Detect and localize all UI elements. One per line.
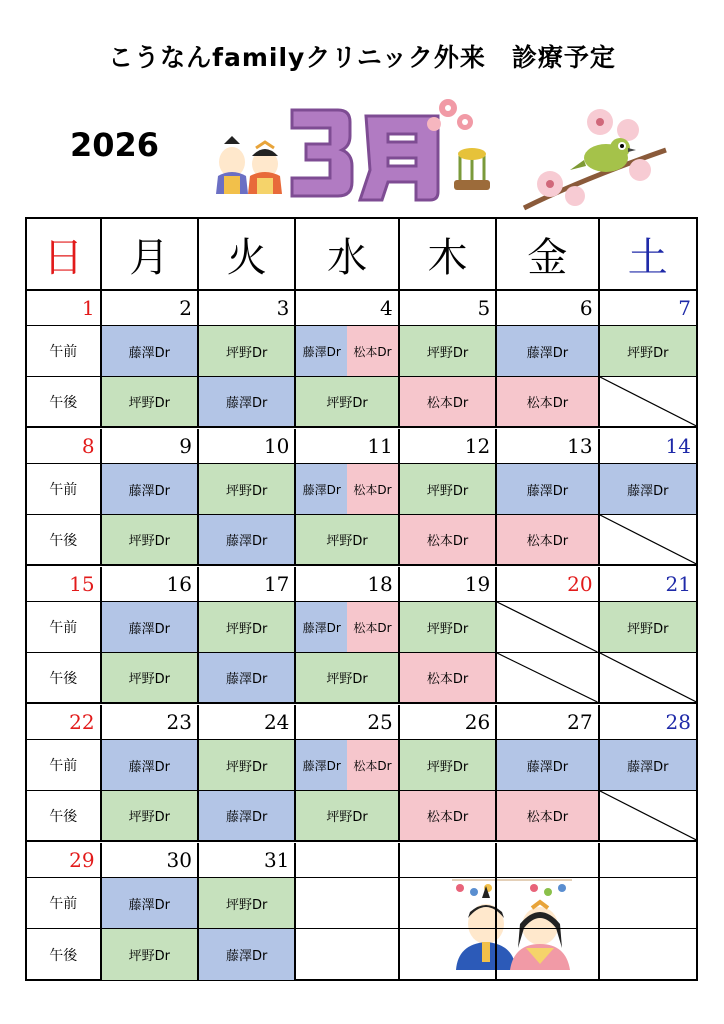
doctor-name: 松本Dr — [347, 464, 398, 514]
weekday-header-5: 金 — [497, 219, 599, 291]
pm-row — [27, 929, 696, 980]
doctor-name: 松本Dr — [426, 672, 469, 687]
date-number: 2 — [102, 291, 199, 326]
schedule-slot — [199, 602, 296, 653]
date-number: 24 — [199, 705, 296, 740]
doctor-name: 坪野Dr — [426, 759, 469, 775]
doctor-name: 坪野Dr — [326, 810, 368, 825]
doctor-name: 藤澤Dr — [526, 759, 569, 775]
doctor-name: 坪野Dr — [128, 810, 170, 825]
date-number: 14 — [600, 429, 696, 464]
schedule-slot — [497, 377, 599, 428]
schedule-slot — [296, 464, 399, 515]
doctor-name: 藤澤Dr — [128, 759, 170, 775]
schedule-slot — [296, 377, 399, 428]
date-row — [27, 429, 696, 464]
pm-label: 午後 — [27, 377, 102, 428]
closed-slot — [600, 377, 696, 428]
weekday-header-0: 日 — [27, 219, 102, 291]
schedule-slot — [102, 377, 199, 428]
am-row — [27, 326, 696, 377]
schedule-slot — [400, 464, 497, 515]
date-number: 10 — [199, 429, 296, 464]
doctor-name: 藤澤Dr — [128, 621, 170, 637]
schedule-slot — [400, 791, 497, 842]
schedule-slot — [400, 515, 497, 566]
pm-label: 午後 — [27, 929, 102, 980]
date-number: 15 — [27, 567, 102, 602]
schedule-slot — [600, 929, 696, 980]
doctor-name: 松本Dr — [426, 810, 469, 825]
schedule-slot — [400, 929, 497, 980]
doctor-name: 坪野Dr — [426, 345, 469, 361]
schedule-slot — [296, 515, 399, 566]
weekday-header-row — [27, 219, 696, 291]
doctor-name: 藤澤Dr — [526, 483, 569, 499]
date-number: 27 — [497, 705, 599, 740]
schedule-slot — [102, 740, 199, 791]
schedule-slot — [102, 602, 199, 653]
date-number: 5 — [400, 291, 497, 326]
schedule-slot — [600, 602, 696, 653]
doctor-name: 坪野Dr — [426, 483, 469, 499]
date-number: 12 — [400, 429, 497, 464]
doctor-name: 坪野Dr — [326, 672, 368, 687]
doctor-name: 藤澤Dr — [226, 534, 268, 549]
schedule-slot — [497, 878, 599, 929]
date-number: 3 — [199, 291, 296, 326]
schedule-slot — [102, 929, 199, 980]
date-number: 13 — [497, 429, 599, 464]
date-number: 28 — [600, 705, 696, 740]
doctor-name: 松本Dr — [526, 396, 569, 411]
week-block — [27, 843, 696, 980]
schedule-slot — [199, 878, 296, 929]
schedule-slot — [199, 515, 296, 566]
pm-label: 午後 — [27, 791, 102, 842]
doctor-name: 坪野Dr — [226, 759, 268, 775]
schedule-slot — [400, 326, 497, 377]
closed-slot — [600, 653, 696, 704]
schedule-slot — [199, 740, 296, 791]
date-number: 19 — [400, 567, 497, 602]
doctor-name: 藤澤Dr — [226, 672, 268, 687]
date-number — [497, 843, 599, 878]
schedule-slot — [296, 653, 399, 704]
date-number: 31 — [199, 843, 296, 878]
date-row — [27, 567, 696, 602]
date-number: 30 — [102, 843, 199, 878]
date-number: 4 — [296, 291, 399, 326]
schedule-slot — [296, 326, 399, 377]
schedule-slot — [296, 740, 399, 791]
weekday-header-4: 木 — [400, 219, 497, 291]
schedule-slot — [400, 377, 497, 428]
pm-row — [27, 515, 696, 566]
date-number: 21 — [600, 567, 696, 602]
date-number: 6 — [497, 291, 599, 326]
schedule-calendar — [25, 217, 698, 981]
month-numeral — [292, 110, 438, 200]
date-number: 11 — [296, 429, 399, 464]
schedule-slot — [199, 377, 296, 428]
closed-slot — [600, 515, 696, 566]
uguisu-bird-icon — [520, 100, 670, 215]
schedule-slot — [497, 929, 599, 980]
doctor-name: 松本Dr — [347, 740, 398, 790]
schedule-slot — [102, 878, 199, 929]
weekday-header-2: 火 — [199, 219, 296, 291]
schedule-slot — [199, 326, 296, 377]
closed-slot — [600, 791, 696, 842]
doctor-name: 坪野Dr — [226, 345, 268, 361]
am-label: 午前 — [27, 740, 102, 791]
doctor-name: 藤澤Dr — [128, 483, 170, 499]
doctor-name: 坪野Dr — [426, 621, 469, 637]
doctor-name: 藤澤Dr — [296, 326, 347, 376]
schedule-slot — [102, 791, 199, 842]
date-number: 16 — [102, 567, 199, 602]
week-block — [27, 429, 696, 566]
week-block — [27, 567, 696, 704]
schedule-slot — [497, 791, 599, 842]
doctor-name: 藤澤Dr — [226, 396, 268, 411]
page-title: こうなんfamilyクリニック外来 診療予定 — [108, 43, 616, 72]
closed-slot — [497, 653, 599, 704]
doctor-name: 藤澤Dr — [128, 345, 170, 361]
weekday-header-3: 水 — [296, 219, 399, 291]
am-label: 午前 — [27, 326, 102, 377]
am-row — [27, 878, 696, 929]
schedule-slot — [497, 515, 599, 566]
date-number: 23 — [102, 705, 199, 740]
date-number: 18 — [296, 567, 399, 602]
doctor-name: 坪野Dr — [128, 396, 170, 411]
schedule-slot — [600, 464, 696, 515]
schedule-slot — [199, 929, 296, 980]
schedule-slot — [497, 740, 599, 791]
doctor-name: 坪野Dr — [128, 949, 170, 964]
hina-dolls-icon — [216, 136, 282, 194]
year-label: 2026 — [70, 126, 160, 164]
schedule-slot — [199, 653, 296, 704]
doctor-name: 松本Dr — [426, 534, 469, 549]
schedule-slot — [296, 791, 399, 842]
doctor-name: 松本Dr — [347, 326, 398, 376]
schedule-slot — [102, 515, 199, 566]
schedule-slot — [600, 878, 696, 929]
date-number — [296, 843, 399, 878]
doctor-name: 松本Dr — [426, 396, 469, 411]
doctor-name: 松本Dr — [526, 534, 569, 549]
schedule-slot — [400, 602, 497, 653]
doctor-name: 藤澤Dr — [128, 897, 170, 913]
pm-row — [27, 791, 696, 842]
week-block — [27, 291, 696, 428]
date-number: 25 — [296, 705, 399, 740]
date-row — [27, 705, 696, 740]
weekday-header-1: 月 — [102, 219, 199, 291]
month-banner — [210, 92, 510, 204]
doctor-name: 坪野Dr — [326, 534, 368, 549]
schedule-slot — [199, 791, 296, 842]
doctor-name: 藤澤Dr — [226, 949, 268, 964]
doctor-name: 藤澤Dr — [296, 464, 347, 514]
date-number: 17 — [199, 567, 296, 602]
schedule-slot — [497, 326, 599, 377]
schedule-slot — [400, 878, 497, 929]
schedule-slot — [199, 464, 296, 515]
date-number: 20 — [497, 567, 599, 602]
pm-label: 午後 — [27, 653, 102, 704]
doctor-name: 藤澤Dr — [526, 345, 569, 361]
doctor-name: 坪野Dr — [128, 534, 170, 549]
date-row — [27, 843, 696, 878]
date-number: 29 — [27, 843, 102, 878]
date-number — [400, 843, 497, 878]
schedule-slot — [600, 326, 696, 377]
pm-label: 午後 — [27, 515, 102, 566]
week-block — [27, 705, 696, 842]
schedule-slot — [497, 464, 599, 515]
am-label: 午前 — [27, 464, 102, 515]
schedule-slot — [296, 878, 399, 929]
doctor-name: 藤澤Dr — [627, 759, 669, 775]
doctor-name: 坪野Dr — [226, 483, 268, 499]
closed-slot — [497, 602, 599, 653]
am-row — [27, 464, 696, 515]
am-row — [27, 602, 696, 653]
am-label: 午前 — [27, 602, 102, 653]
date-number: 7 — [600, 291, 696, 326]
schedule-slot — [400, 653, 497, 704]
pm-row — [27, 653, 696, 704]
schedule-slot — [296, 602, 399, 653]
weekday-header-6: 土 — [600, 219, 696, 291]
doctor-name: 坪野Dr — [226, 621, 268, 637]
date-number — [600, 843, 696, 878]
schedule-slot — [600, 740, 696, 791]
date-number: 9 — [102, 429, 199, 464]
doctor-name: 坪野Dr — [128, 672, 170, 687]
date-number: 8 — [27, 429, 102, 464]
schedule-slot — [102, 464, 199, 515]
date-row — [27, 291, 696, 326]
date-number: 22 — [27, 705, 102, 740]
doctor-name: 坪野Dr — [326, 396, 368, 411]
doctor-name: 藤澤Dr — [296, 740, 347, 790]
schedule-slot — [102, 326, 199, 377]
pm-row — [27, 377, 696, 428]
schedule-slot — [102, 653, 199, 704]
date-number: 1 — [27, 291, 102, 326]
doctor-name: 松本Dr — [347, 602, 398, 652]
am-label: 午前 — [27, 878, 102, 929]
doctor-name: 坪野Dr — [226, 897, 268, 913]
am-row — [27, 740, 696, 791]
doctor-name: 坪野Dr — [627, 345, 669, 361]
doctor-name: 藤澤Dr — [627, 483, 669, 499]
doctor-name: 藤澤Dr — [296, 602, 347, 652]
schedule-slot — [296, 929, 399, 980]
doctor-name: 藤澤Dr — [226, 810, 268, 825]
schedule-slot — [400, 740, 497, 791]
doctor-name: 坪野Dr — [627, 621, 669, 637]
date-number: 26 — [400, 705, 497, 740]
doctor-name: 松本Dr — [526, 810, 569, 825]
